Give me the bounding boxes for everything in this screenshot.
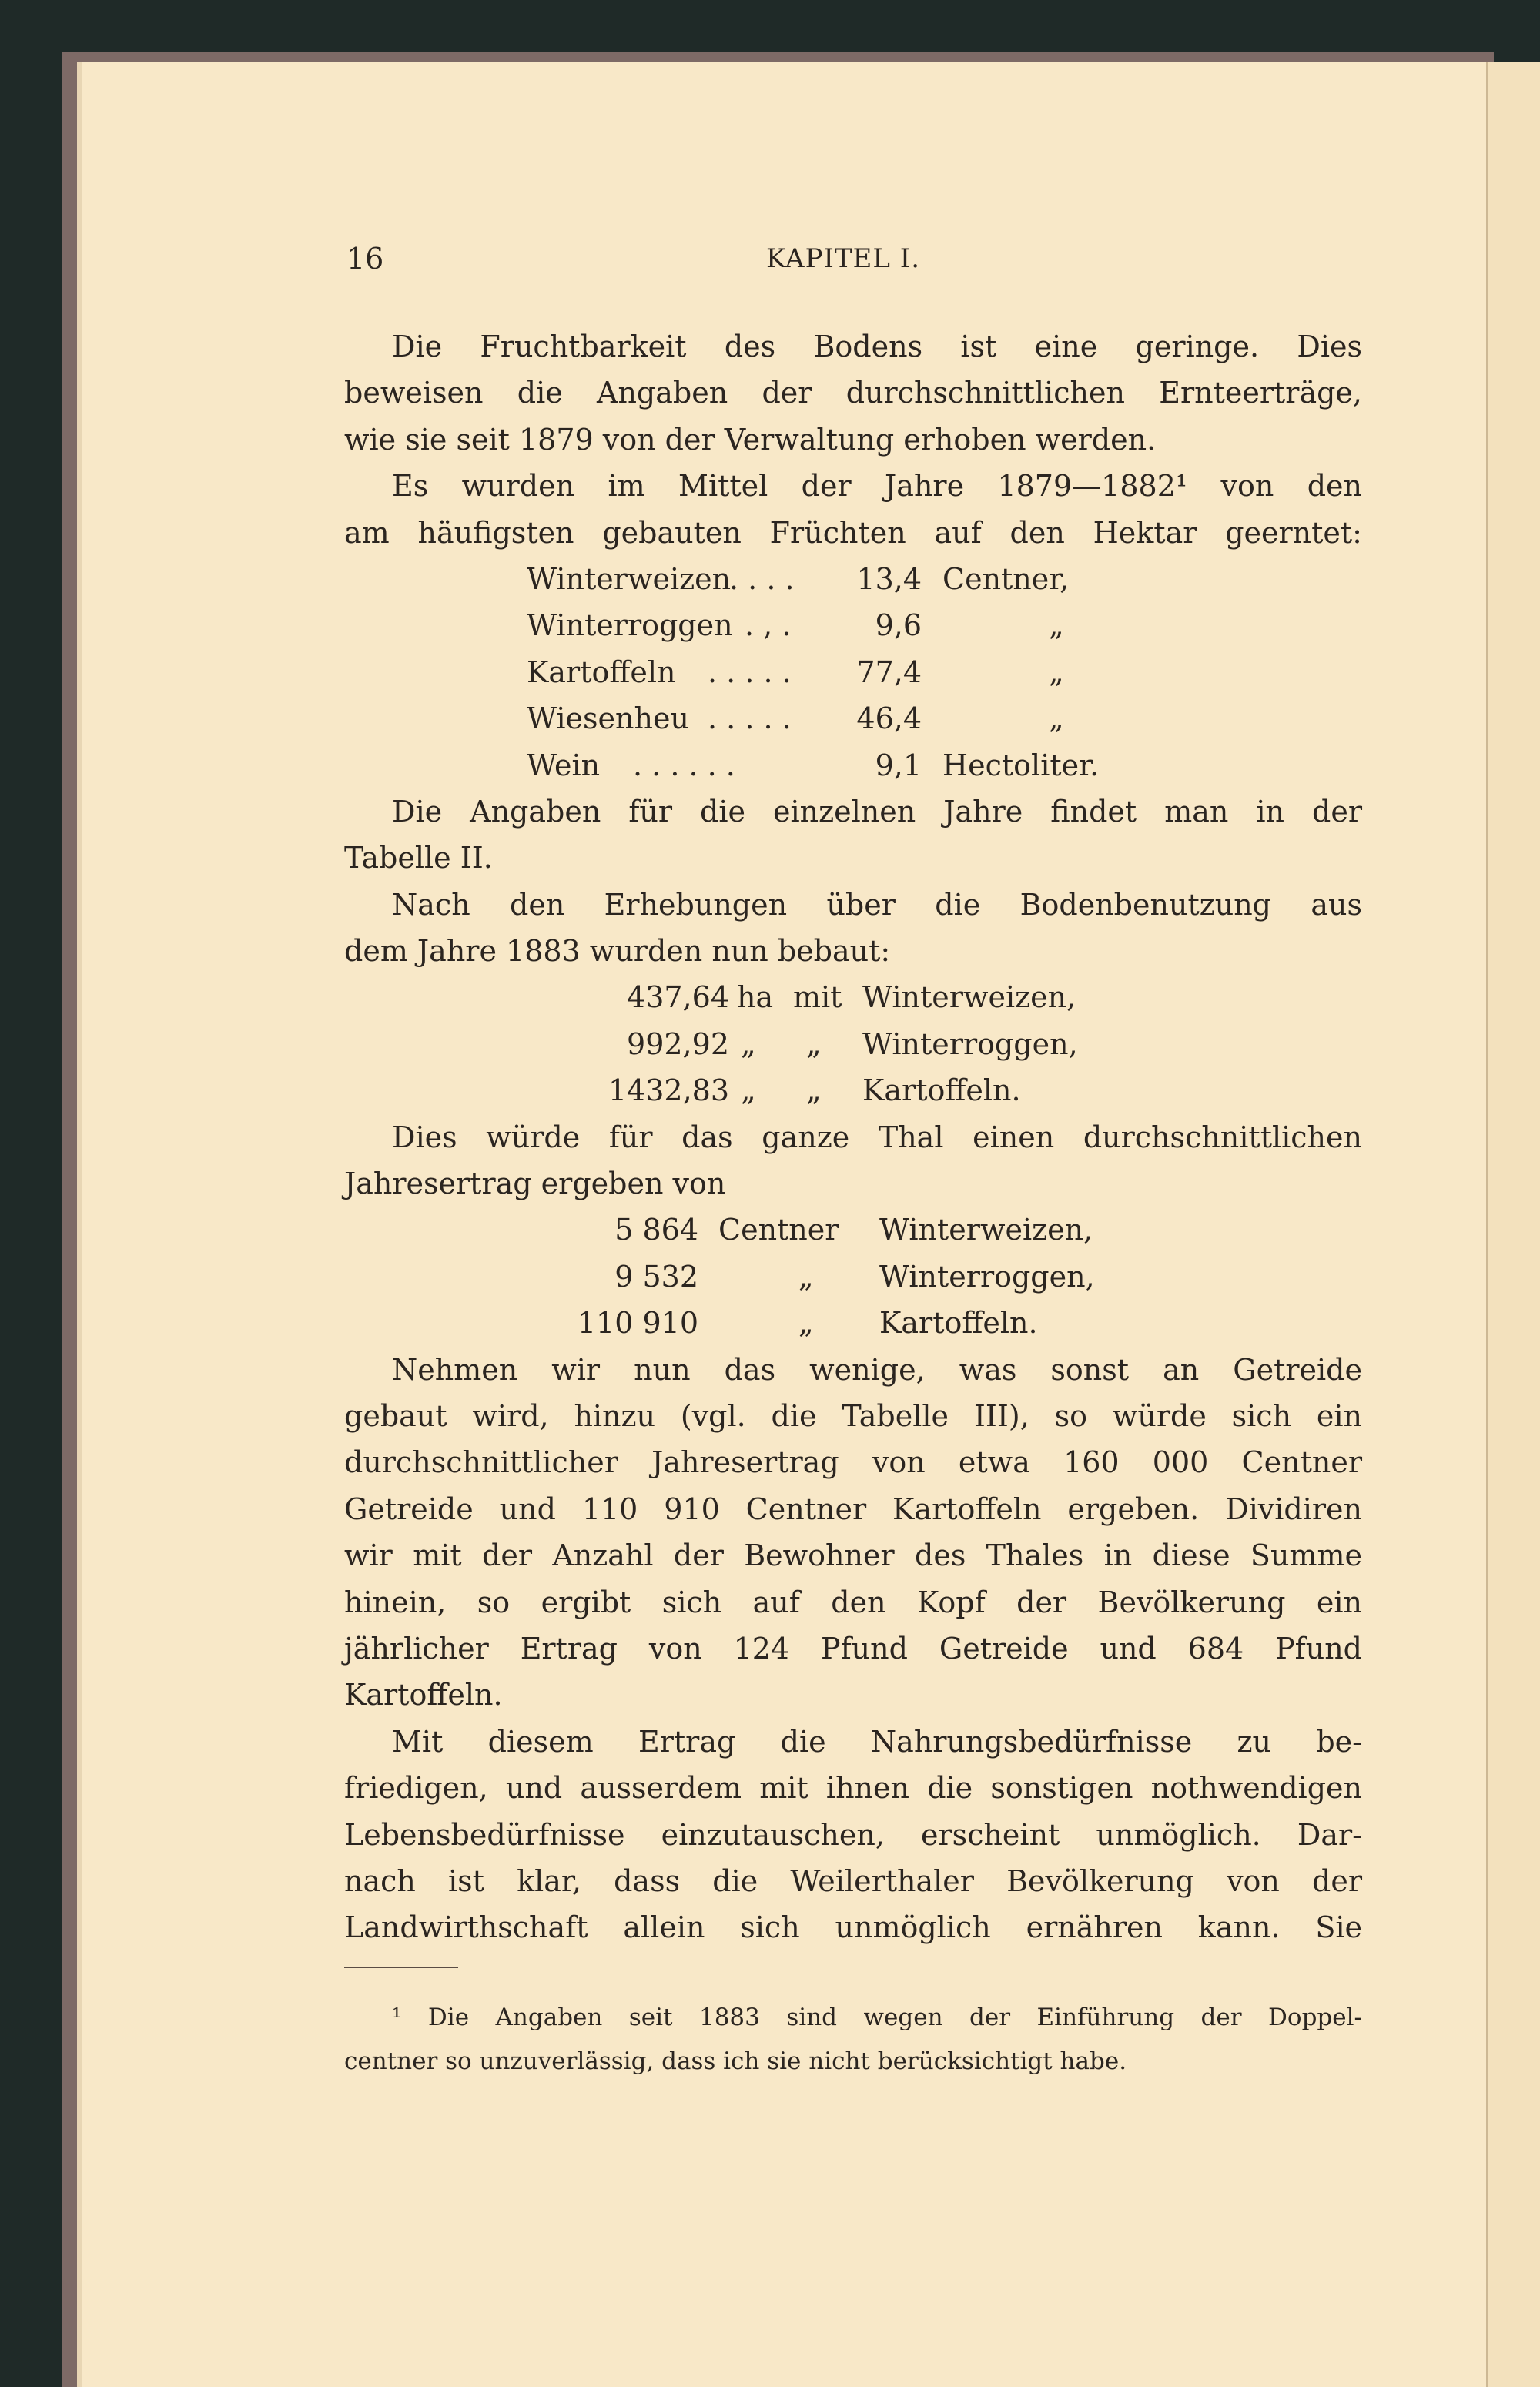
value: 437,64 [627,980,729,1015]
value: 992,92 [627,1026,729,1061]
crop: Winterweizen, [879,1213,1093,1247]
unit: ha [737,980,774,1015]
next-page-edge [1486,62,1540,2387]
text-line: Getreide und 110 910 Centner Kartoffeln ergeben. Dividiren [344,1491,1362,1526]
total-row [344,1300,1362,1346]
running-header: KAPITEL I. [766,243,921,274]
crop: Winterroggen, [862,1026,1078,1061]
crop: Wein [527,748,601,782]
text-line: Es wurden im Mittel der Jahre 1879—1882¹ von den [392,469,1362,504]
text-line: Landwirthschaft allein sich unmöglich ernähren kann. Sie [344,1910,1362,1945]
dots: . , . [745,608,792,643]
yield-row [344,742,1362,788]
unit: „ [798,1259,814,1294]
yield-row [344,556,1362,602]
footnote-line: ¹ Die Angaben seit 1883 sind wegen der Einführung der Doppel- [392,2004,1362,2031]
crop: Kartoffeln. [879,1306,1038,1341]
crop: Winterweizen [527,561,732,596]
text-line: Nehmen wir nun das wenige, was sonst an Getreide [392,1352,1362,1387]
crop: Kartoffeln. [862,1073,1021,1108]
value: 9 532 [614,1259,698,1294]
prep: „ [806,1073,822,1108]
text-line: Lebensbedürfnisse einzutauschen, erscheint unmöglich. Dar- [344,1817,1362,1852]
unit: Centner, [942,561,1070,596]
crop: Wiesenheu [527,701,689,736]
text-line: nach ist klar, dass die Weilerthaler Bevölkerung von der [344,1863,1362,1898]
total-row [344,1254,1362,1300]
value: 77,4 [856,654,922,689]
crop: Kartoffeln [527,654,676,689]
text-line: Nach den Erhebungen über die Bodenbenutzung aus [392,887,1362,922]
text-line: beweisen die Angaben der durchschnittlichen Ernteerträge, [344,376,1362,410]
area-row [344,974,1362,1020]
prep: mit [793,980,842,1015]
text-line: wie sie seit 1879 von der Verwaltung erhoben werden. [344,422,1157,457]
body-text [344,323,1362,1951]
yield-row [344,649,1362,695]
unit: „ [798,1306,814,1341]
footnote-rule [344,1967,458,1968]
text-line: friedigen, und ausserdem mit ihnen die sonstigen nothwendigen [344,1771,1362,1806]
dots: . . . . [729,561,795,596]
yield-row [344,602,1362,648]
value: 110 910 [577,1306,698,1341]
text-line: am häufigsten gebauten Früchten auf den Hektar geerntet: [344,515,1362,550]
text-line: hinein, so ergibt sich auf den Kopf der Bevölkerung ein [344,1585,1362,1619]
text-line: Die Fruchtbarkeit des Bodens ist eine geringe. Dies [392,330,1362,363]
unit: „ [1049,608,1064,643]
crop: Winterroggen, [879,1259,1095,1294]
value: 9,1 [875,748,922,782]
footnote-line: centner so unzuverlässig, dass ich sie nicht berücksichtigt habe. [344,2047,1127,2075]
unit: „ [741,1073,756,1108]
text-line: Jahresertrag ergeben von [344,1167,726,1201]
value: 1432,83 [608,1073,729,1108]
prep: „ [806,1026,822,1061]
unit: Centner [718,1213,839,1247]
text-line: Dies würde für das ganze Thal einen durchschnittlichen [392,1120,1362,1154]
yield-row [344,695,1362,742]
text-line: wir mit der Anzahl der Bewohner des Thales in diese Summe [344,1538,1362,1573]
text-line: Mit diesem Ertrag die Nahrungsbedürfnisse zu be- [392,1724,1362,1759]
text-line: jährlicher Ertrag von 124 Pfund Getreide und 684 Pfund [344,1631,1362,1666]
dots: . . . . . [708,654,792,689]
crop: Winterweizen, [862,980,1076,1015]
text-line: Kartoffeln. [344,1678,503,1712]
unit: „ [1049,701,1064,736]
page-number: 16 [346,242,384,276]
crop: Winterroggen [527,608,733,643]
value: 9,6 [875,608,922,643]
text-line: dem Jahre 1883 wurden nun bebaut: [344,934,891,969]
unit: „ [741,1026,756,1061]
footnote [344,1996,1362,2084]
text-line: Tabelle II. [344,841,493,875]
unit: Hectoliter. [942,748,1100,782]
value: 46,4 [856,701,922,736]
value: 5 864 [614,1213,698,1247]
dots: . . . . . . [633,748,735,782]
total-row [344,1207,1362,1253]
dots: . . . . . [708,701,792,736]
area-row [344,1067,1362,1113]
area-row [344,1021,1362,1067]
text-line: Die Angaben für die einzelnen Jahre findet man in der [392,794,1362,829]
text-line: durchschnittlicher Jahresertrag von etwa 160 000 Centner [344,1445,1362,1480]
unit: „ [1049,654,1064,689]
value: 13,4 [856,561,922,596]
text-line: gebaut wird, hinzu (vgl. die Tabelle III), so würde sich ein [344,1398,1362,1433]
